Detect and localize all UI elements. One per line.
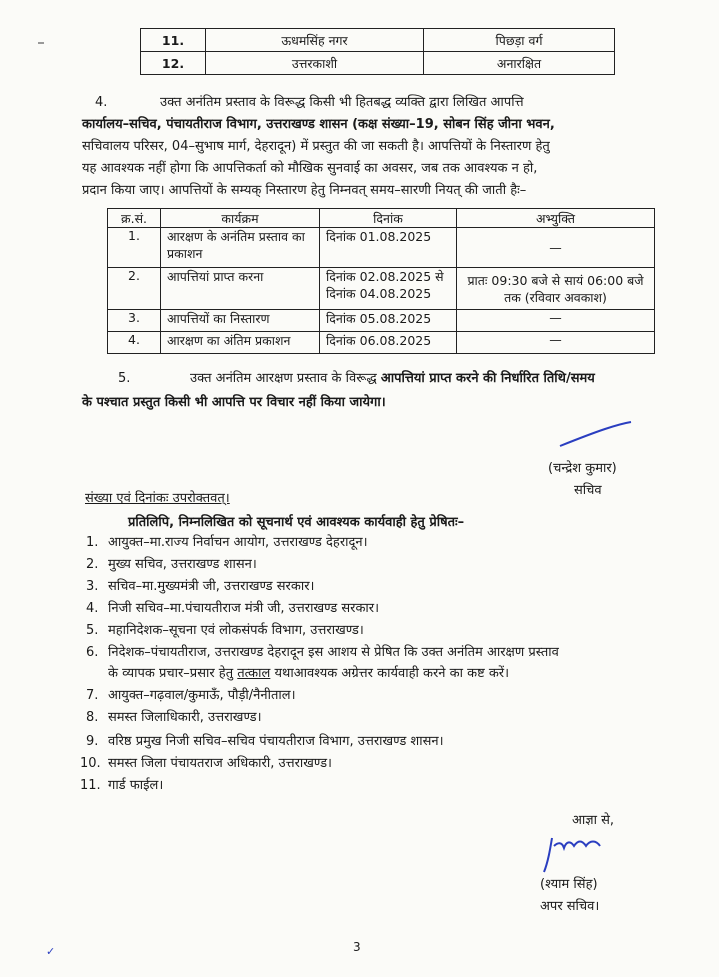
list-number: 6. [86, 645, 99, 660]
list-text: समस्त जिलाधिकारी, उत्तराखण्ड। [108, 710, 262, 725]
para-5-text: उक्त अनंतिम आरक्षण प्रस्ताव के विरूद्ध [190, 371, 377, 386]
list-number: 2. [86, 557, 99, 572]
list-text: आयुक्त–मा.राज्य निर्वाचन आयोग, उत्तराखण्ड देहरादून। [108, 535, 368, 550]
para-4-line: यह आवश्यक नहीं होगा कि आपत्तिकर्ता को मौखिक सुनवाई का अवसर, जब तक आवश्यक न हो, [82, 161, 538, 176]
signature-scribble [538, 830, 618, 876]
district-name: ऊधमसिंह नगर [206, 29, 424, 52]
table-row [108, 268, 655, 310]
para-4-line: सचिवालय परिसर, 04–सुभाष मार्ग, देहरादून) में प्रस्तुत की जा सकती है। आपत्तियों के निस्तारण हेतु [82, 139, 550, 154]
list-item [0, 577, 719, 597]
para-5-number: 5. [118, 371, 131, 386]
list-item [0, 643, 719, 683]
list-item [0, 754, 719, 774]
column-header: क्र.सं. [108, 209, 161, 228]
list-item [0, 555, 719, 575]
list-number: 11. [80, 778, 101, 793]
list-number: 1. [86, 535, 99, 550]
table-row [108, 228, 655, 268]
date-cell: दिनांक 05.08.2025 [320, 310, 457, 332]
remark-cell: — [457, 228, 655, 268]
column-header: कार्यक्रम [161, 209, 320, 228]
list-number: 8. [86, 710, 99, 725]
list-item [0, 621, 719, 641]
ink-mark: ✓ [46, 945, 56, 958]
column-header: दिनांक [320, 209, 457, 228]
objection-schedule-table [107, 208, 655, 354]
para-4-number: 4. [95, 95, 108, 110]
table-row [108, 310, 655, 332]
serial-cell: 2. [108, 268, 161, 310]
serial-cell: 3. [108, 310, 161, 332]
para-5-line [190, 368, 670, 390]
date-cell: दिनांक 06.08.2025 [320, 332, 457, 354]
list-item [0, 686, 719, 706]
list-text: निजी सचिव–मा.पंचायतीराज मंत्री जी, उत्तराखण्ड सरकार। [108, 601, 380, 616]
signer-designation: सचिव [574, 483, 602, 498]
table-row [141, 52, 615, 75]
para-4-line: प्रदान किया जाए। आपत्तियों के सम्यक् निस्तारण हेतु निम्नवत् समय–सारणी नियत् की जाती हैः– [82, 183, 527, 198]
date-cell: दिनांक 01.08.2025 [320, 228, 457, 268]
program-cell: आरक्षण के अनंतिम प्रस्ताव का प्रकाशन [161, 228, 320, 268]
list-number: 7. [86, 688, 99, 703]
list-text: वरिष्ठ प्रमुख निजी सचिव–सचिव पंचायतीराज विभाग, उत्तराखण्ड शासन। [108, 734, 444, 749]
program-cell: आपत्तियों का निस्तारण [161, 310, 320, 332]
list-text: निदेशक–पंचायतीराज, उत्तराखण्ड देहरादून इस आशय से प्रेषित कि उक्त अनंतिम आरक्षण प्रस्ताव [108, 645, 559, 660]
list-text: आयुक्त–गढ़वाल/कुमाऊँ, पौड़ी/नैनीताल। [108, 688, 296, 703]
list-item [0, 599, 719, 619]
table-row [141, 29, 615, 52]
para-4-line: कार्यालय–सचिव, पंचायतीराज विभाग, उत्तराखण्ड शासन (कक्ष संख्या–19, सोबन सिंह जीना भवन, [82, 117, 555, 132]
para-4-line: उक्त अनंतिम प्रस्ताव के विरूद्ध किसी भी हितबद्ध व्यक्ति द्वारा लिखित आपत्ति [160, 95, 524, 110]
list-text: सचिव–मा.मुख्यमंत्री जी, उत्तराखण्ड सरकार। [108, 579, 315, 594]
row-number: 11. [141, 29, 206, 52]
program-cell: आपत्तियां प्राप्त करना [161, 268, 320, 310]
remark-cell: — [457, 332, 655, 354]
signature-scribble [555, 420, 635, 450]
page-number: 3 [353, 940, 361, 954]
program-cell: आरक्षण का अंतिम प्रकाशन [161, 332, 320, 354]
column-header: अभ्युक्ति [457, 209, 655, 228]
list-number: 3. [86, 579, 99, 594]
serial-cell: 1. [108, 228, 161, 268]
by-order-line: आज्ञा से, [572, 813, 615, 828]
date-cell: दिनांक 02.08.2025 से दिनांक 04.08.2025 [320, 268, 457, 310]
serial-cell: 4. [108, 332, 161, 354]
list-text-continued [108, 664, 668, 683]
district-name: उत्तरकाशी [206, 52, 424, 75]
list-text: मुख्य सचिव, उत्तराखण्ड शासन। [108, 557, 257, 572]
remark-cell: प्रातः 09:30 बजे से सायं 06:00 बजे तक (रविवार अवकाश) [457, 268, 655, 310]
list-text: महानिदेशक–सूचना एवं लोकसंपर्क विभाग, उत्तराखण्ड। [108, 623, 364, 638]
list-text: गार्ड फाईल। [108, 778, 164, 793]
scan-mark [38, 42, 44, 44]
list-text-part: के व्यापक प्रचार–प्रसार हेतु [108, 666, 238, 681]
list-text-emphasis: तत्काल [237, 666, 271, 681]
district-reservation-table [140, 28, 615, 75]
reservation-category: पिछड़ा वर्ग [424, 29, 615, 52]
para-5-emphasis: आपत्तियां प्राप्त करने की निर्धारित तिथि/समय [380, 371, 595, 386]
list-number: 5. [86, 623, 99, 638]
row-number: 12. [141, 52, 206, 75]
table-row [108, 332, 655, 354]
signer-designation: अपर सचिव। [540, 899, 600, 914]
list-text-part: यथाआवश्यक अग्रेत्तर कार्यवाही करने का कष्ट करें। [270, 666, 510, 681]
reservation-category: अनारक्षित [424, 52, 615, 75]
list-number: 10. [80, 756, 101, 771]
table-header-row [108, 209, 655, 228]
list-text: समस्त जिला पंचायतराज अधिकारी, उत्तराखण्ड। [108, 756, 332, 771]
list-number: 9. [86, 734, 99, 749]
list-number: 4. [86, 601, 99, 616]
copy-heading: प्रतिलिपि, निम्नलिखित को सूचनार्थ एवं आवश्यक कार्यवाही हेतु प्रेषितः– [128, 515, 465, 530]
reference-line: संख्या एवं दिनांकः उपरोक्तवत्। [85, 491, 230, 506]
list-item [0, 708, 719, 728]
list-item [0, 732, 719, 752]
signer-name: (श्याम सिंह) [540, 877, 598, 892]
list-item [0, 776, 719, 796]
para-5-line: के पश्चात प्रस्तुत किसी भी आपत्ति पर विचार नहीं किया जायेगा। [82, 395, 386, 410]
list-item [0, 533, 719, 553]
remark-cell: — [457, 310, 655, 332]
signer-name: (चन्द्रेश कुमार) [548, 461, 617, 476]
